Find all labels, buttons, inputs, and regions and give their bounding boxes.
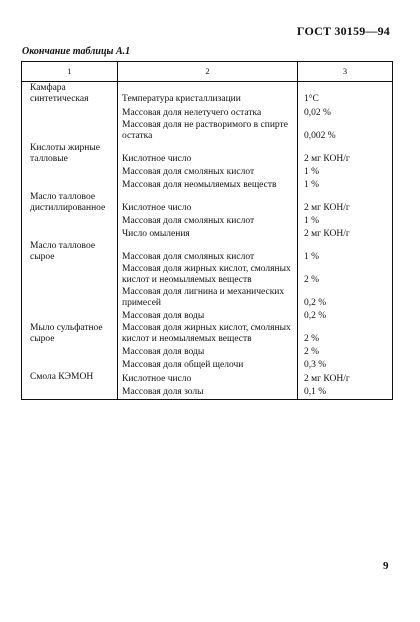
column-header-2: 2: [118, 62, 298, 82]
indicator-cell: Кислотное число: [118, 142, 298, 165]
indicator-cell: Кислотное число: [118, 191, 298, 214]
table-row: [22, 263, 393, 286]
product-cell: [22, 165, 118, 178]
indicator-cell: Массовая доля нелетучего остатка: [118, 105, 298, 119]
product-cell: Масло талловое дистиллированное: [22, 191, 118, 214]
product-cell: [22, 263, 118, 286]
page-number: 9: [383, 560, 389, 572]
indicator-cell: Массовая доля золы: [118, 385, 298, 399]
value-cell: 1 %: [298, 240, 393, 263]
indicator-cell: Массовая доля неомыляемых веществ: [118, 178, 298, 191]
indicator-cell: Массовая доля смоляных кислот: [118, 165, 298, 178]
value-cell: 1°С: [298, 82, 393, 106]
table-row: [22, 371, 393, 385]
value-cell: 1 %: [298, 214, 393, 227]
indicator-cell: Массовая доля жирных кислот, смоляных кислот и неомыляемых веществ: [118, 263, 298, 286]
table-row: [22, 119, 393, 142]
table-row: [22, 240, 393, 263]
indicator-cell: Кислотное число: [118, 371, 298, 385]
product-cell: Смола КЭМОН: [22, 371, 118, 385]
value-cell: 0,2 %: [298, 286, 393, 309]
indicator-cell: Массовая доля воды: [118, 309, 298, 322]
value-cell: 1 %: [298, 165, 393, 178]
value-cell: 2 мг КОН/г: [298, 371, 393, 385]
value-cell: 2 %: [298, 263, 393, 286]
product-cell: [22, 178, 118, 191]
product-cell: [22, 345, 118, 358]
table-header-row: [22, 62, 393, 82]
indicator-cell: Число омыления: [118, 227, 298, 240]
table-row: [22, 385, 393, 399]
table-row: [22, 345, 393, 358]
indicator-cell: Массовая доля смоляных кислот: [118, 240, 298, 263]
product-cell: [22, 286, 118, 309]
product-cell: Камфара синтетическая: [22, 82, 118, 106]
value-cell: 0,002 %: [298, 119, 393, 142]
value-cell: 0,3 %: [298, 358, 393, 371]
table-row: [22, 191, 393, 214]
data-table: [21, 61, 393, 400]
product-cell: [22, 214, 118, 227]
product-cell: Мыло сульфатное сырое: [22, 322, 118, 345]
table-row: [22, 358, 393, 371]
indicator-cell: Массовая доля общей щелочи: [118, 358, 298, 371]
product-cell: [22, 309, 118, 322]
value-cell: 2 мг КОН/г: [298, 191, 393, 214]
value-cell: 2 %: [298, 322, 393, 345]
indicator-cell: Массовая доля смоляных кислот: [118, 214, 298, 227]
value-cell: 2 мг КОН/г: [298, 227, 393, 240]
indicator-cell: Массовая доля лигнина и механических примесей: [118, 286, 298, 309]
product-cell: [22, 105, 118, 119]
table-row: [22, 286, 393, 309]
table-row: [22, 165, 393, 178]
product-cell: Масло талловое сырое: [22, 240, 118, 263]
column-header-1: 1: [22, 62, 118, 82]
column-header-3: 3: [298, 62, 393, 82]
table-row: [22, 82, 393, 106]
product-cell: Кислоты жирные талловые: [22, 142, 118, 165]
product-cell: [22, 119, 118, 142]
value-cell: 1 %: [298, 178, 393, 191]
value-cell: 0,02 %: [298, 105, 393, 119]
indicator-cell: Массовая доля воды: [118, 345, 298, 358]
value-cell: 2 мг КОН/г: [298, 142, 393, 165]
table-row: [22, 105, 393, 119]
table-row: [22, 322, 393, 345]
indicator-cell: Массовая доля жирных кислот, смоляных кислот и неомыляемых веществ: [118, 322, 298, 345]
indicator-cell: Массовая доля не растворимого в спирте остатка: [118, 119, 298, 142]
table-row: [22, 214, 393, 227]
product-cell: [22, 385, 118, 399]
value-cell: 2 %: [298, 345, 393, 358]
table-row: [22, 309, 393, 322]
indicator-cell: Температура кристаллизации: [118, 82, 298, 106]
table-row: [22, 227, 393, 240]
document-id: ГОСТ 30159—94: [296, 24, 390, 38]
table-row: [22, 178, 393, 191]
product-cell: [22, 227, 118, 240]
table-caption: Окончание таблицы А.1: [22, 46, 131, 57]
value-cell: 0,2 %: [298, 309, 393, 322]
product-cell: [22, 358, 118, 371]
value-cell: 0,1 %: [298, 385, 393, 399]
table-row: [22, 142, 393, 165]
